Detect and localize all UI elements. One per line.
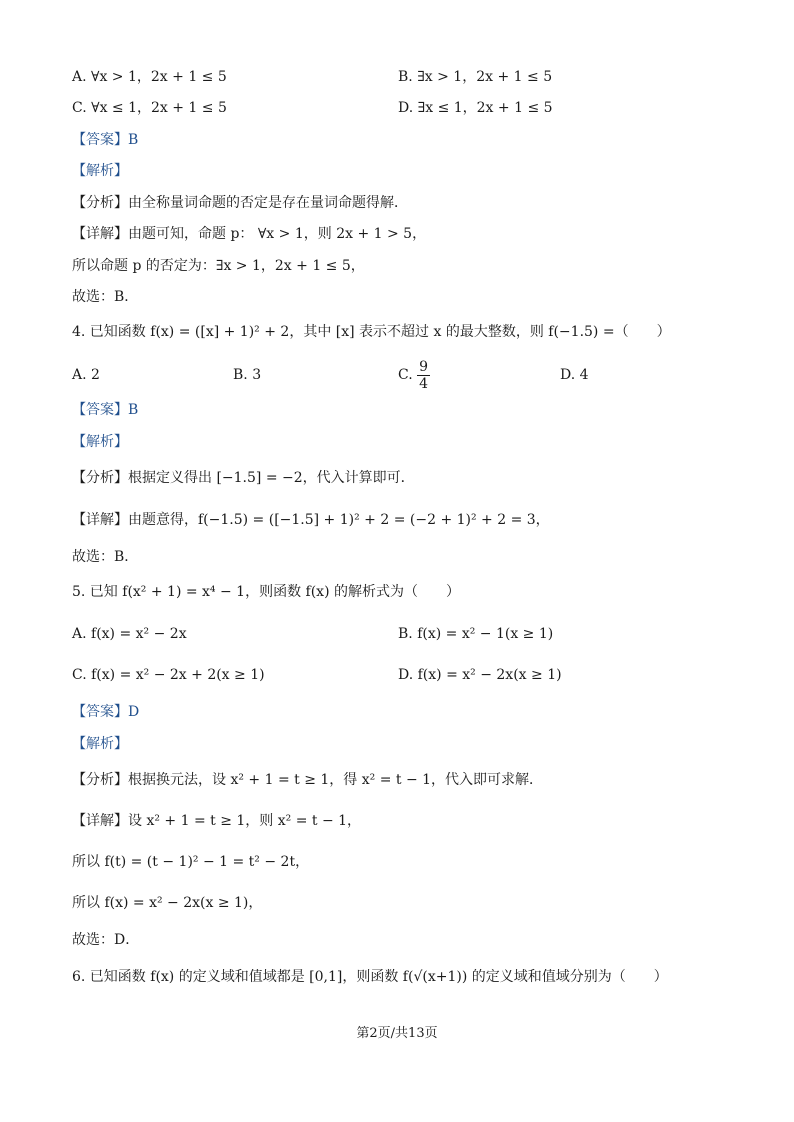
q3-conclusion: 故选：B． <box>72 289 139 305</box>
q4-stem: 4. 已知函数 f(x) = ([x] + 1)² + 2，其中 [x] 表示不超过 x 的最大整数，则 f(−1.5) =（ ） <box>72 324 671 340</box>
q4-option-b: B. 3 <box>233 367 262 383</box>
q4-option-c <box>398 355 430 395</box>
q3-detail-line-2: 所以命题 p 的否定为：∃x > 1，2x + 1 ≤ 5， <box>72 258 365 274</box>
q4-analysis: 【分析】根据定义得出 [−1.5] = −2，代入计算即可． <box>72 470 415 486</box>
page-footer: 第2页/共13页 <box>356 1026 438 1041</box>
q3-option-a: A. ∀x > 1，2x + 1 ≤ 5 <box>72 69 227 85</box>
q3-option-b: B. ∃x > 1，2x + 1 ≤ 5 <box>398 69 553 85</box>
q5-detail-line-3: 所以 f(x) = x² − 2x(x ≥ 1)， <box>72 895 263 911</box>
q5-option-a: A. f(x) = x² − 2x <box>72 626 187 642</box>
q5-analysis: 【分析】根据换元法，设 x² + 1 = t ≥ 1，得 x² = t − 1，代入即可求解． <box>72 772 544 788</box>
q4-option-c-fraction <box>417 359 430 392</box>
q4-conclusion: 故选：B． <box>72 549 139 565</box>
q4-option-c-denominator: 4 <box>419 375 429 392</box>
q3-answer: 【答案】B <box>72 132 139 148</box>
q4-option-a: A. 2 <box>72 367 100 383</box>
q5-stem: 5. 已知 f(x² + 1) = x⁴ − 1，则函数 f(x) 的解析式为（ ） <box>72 584 460 600</box>
q4-option-c-label: C. <box>398 367 413 383</box>
q4-option-d: D. 4 <box>560 367 589 383</box>
q3-analysis: 【分析】由全称量词命题的否定是存在量词命题得解． <box>72 195 408 211</box>
q4-answer: 【答案】B <box>72 402 139 418</box>
q5-conclusion: 故选：D． <box>72 932 140 948</box>
q3-option-d: D. ∃x ≤ 1，2x + 1 ≤ 5 <box>398 100 553 116</box>
q5-option-c: C. f(x) = x² − 2x + 2(x ≥ 1) <box>72 667 265 683</box>
q4-option-c-numerator: 9 <box>419 358 429 375</box>
q5-option-b: B. f(x) = x² − 1(x ≥ 1) <box>398 626 554 642</box>
q4-analysis-heading: 【解析】 <box>72 434 128 450</box>
q5-analysis-heading: 【解析】 <box>72 736 128 752</box>
q6-stem: 6. 已知函数 f(x) 的定义域和值域都是 [0,1]，则函数 f(√(x+1)) 的定义域和值域分别为（ ） <box>72 969 668 985</box>
q4-detail: 【详解】由题意得，f(−1.5) = ([−1.5] + 1)² + 2 = (−2 + 1)² + 2 = 3， <box>72 512 550 528</box>
q3-detail-line-1: 【详解】由题可知，命题 p： ∀x > 1，则 2x + 1 > 5， <box>72 226 427 242</box>
q5-option-d: D. f(x) = x² − 2x(x ≥ 1) <box>398 667 562 683</box>
q3-analysis-heading: 【解析】 <box>72 163 128 179</box>
q5-answer: 【答案】D <box>72 704 140 720</box>
q3-option-c: C. ∀x ≤ 1，2x + 1 ≤ 5 <box>72 100 227 116</box>
q5-detail-line-2: 所以 f(t) = (t − 1)² − 1 = t² − 2t， <box>72 854 310 870</box>
q5-detail-line-1: 【详解】设 x² + 1 = t ≥ 1，则 x² = t − 1， <box>72 813 362 829</box>
